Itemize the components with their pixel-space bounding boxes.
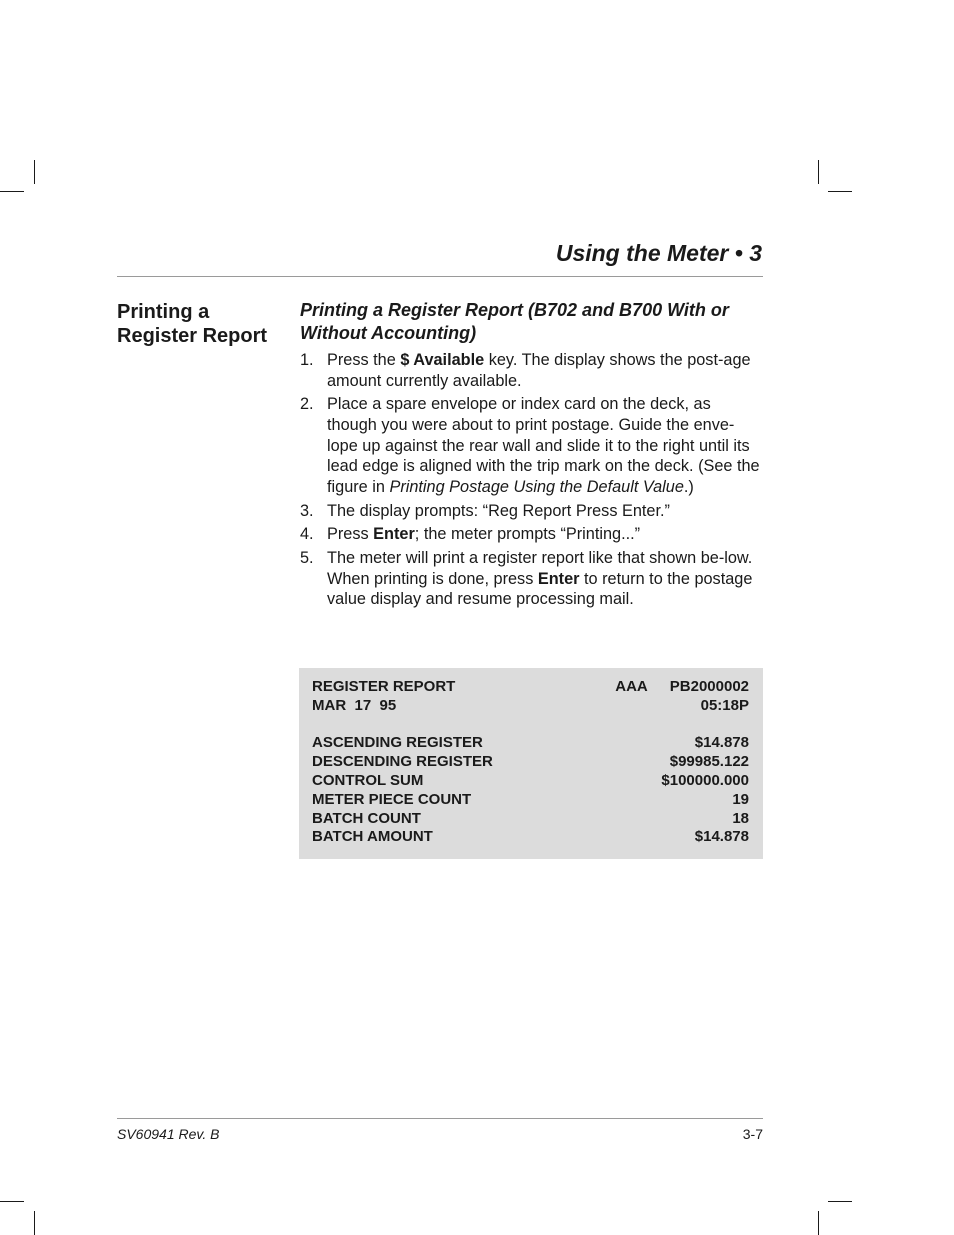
report-row-label: METER PIECE COUNT xyxy=(312,790,472,808)
step-text-run: ; the meter prompts “Printing...” xyxy=(414,525,641,544)
step-item xyxy=(300,501,763,522)
step-number: 4. xyxy=(300,525,314,544)
subsection-heading: Printing a Register Report (B702 and B700 With or Without Accounting) xyxy=(300,300,729,343)
report-row-value: 18 xyxy=(732,809,749,827)
report-row-label: BATCH AMOUNT xyxy=(312,828,433,846)
report-row-label: BATCH COUNT xyxy=(312,809,421,827)
footer-rule xyxy=(117,1118,763,1119)
crop-mark xyxy=(818,160,819,184)
report-row-value: $14.878 xyxy=(694,828,749,846)
report-row xyxy=(312,828,749,847)
step-item xyxy=(300,394,763,497)
report-row-value: $100000.000 xyxy=(661,771,749,789)
step-text-run: key. The display shows the post-age amount currently available. xyxy=(327,351,751,390)
report-spacer xyxy=(312,716,749,735)
crop-mark xyxy=(828,1201,852,1202)
footer-doc-id: SV60941 Rev. B xyxy=(117,1126,220,1142)
section-heading: Printing a Register Report xyxy=(117,301,268,347)
step-item xyxy=(300,524,763,545)
step-text xyxy=(327,548,763,610)
report-row-label: ASCENDING REGISTER xyxy=(312,734,483,752)
step-text-run: to return to the postage value display and resume processing mail. xyxy=(327,569,753,609)
step-number: 3. xyxy=(300,501,314,520)
report-row xyxy=(312,791,749,810)
report-header-row xyxy=(312,678,749,697)
step-text xyxy=(327,350,763,391)
report-title: REGISTER REPORT xyxy=(312,678,456,695)
crop-mark xyxy=(34,1211,35,1235)
step-text xyxy=(327,501,763,522)
step-number: 1. xyxy=(300,351,314,369)
report-code: AAA xyxy=(615,678,648,695)
report-row-label: CONTROL SUM xyxy=(312,771,424,789)
step-text-run: The meter will print a register report like that shown be-low. When printing is done, press xyxy=(327,549,753,588)
step-number: 5. xyxy=(300,549,314,568)
report-row-value: $99985.122 xyxy=(669,753,749,771)
report-meter-id: PB2000002 xyxy=(669,678,749,695)
chapter-title: Using the Meter • 3 xyxy=(555,240,762,266)
crop-mark xyxy=(0,191,24,192)
key-name: $ Available xyxy=(400,351,485,369)
page-number: 3-7 xyxy=(742,1126,763,1142)
report-row xyxy=(312,810,749,829)
step-item xyxy=(300,548,763,610)
step-text xyxy=(327,394,763,497)
crop-mark xyxy=(34,160,35,184)
step-item xyxy=(300,350,763,391)
step-number: 2. xyxy=(300,395,314,414)
report-date: MAR 17 95 xyxy=(312,696,397,714)
step-text-run: Press the xyxy=(327,351,401,369)
report-ids xyxy=(615,678,749,697)
report-row xyxy=(312,734,749,753)
crop-mark xyxy=(818,1211,819,1235)
step-text-run: Place a spare envelope or index card on the deck, as though you were about to print postage. Guide the enve-lope up against the rear wall and slide it to the right until its lead edge is aligned with the trip mark on the deck. (See the figure in xyxy=(327,395,760,496)
crop-mark xyxy=(0,1201,24,1202)
cross-reference: Printing Postage Using the Default Value xyxy=(389,477,684,496)
report-row xyxy=(312,772,749,791)
main-content xyxy=(300,299,763,613)
key-name: Enter xyxy=(537,569,580,588)
key-name: Enter xyxy=(373,525,415,544)
report-row-value: $14.878 xyxy=(694,734,749,752)
step-text-run: .) xyxy=(683,477,694,496)
step-text-run: The display prompts: “Reg Report Press Enter.” xyxy=(327,501,670,520)
report-rows xyxy=(312,734,749,847)
step-text-run: Press xyxy=(327,525,374,544)
header-rule xyxy=(117,276,763,277)
report-time: 05:18P xyxy=(700,696,749,714)
report-row-value: 19 xyxy=(732,790,749,808)
report-row-label: DESCENDING REGISTER xyxy=(312,753,493,771)
crop-mark xyxy=(828,191,852,192)
register-report xyxy=(299,668,763,859)
report-date-row xyxy=(312,697,749,716)
report-row xyxy=(312,753,749,772)
steps-list xyxy=(300,350,763,610)
step-text xyxy=(327,524,763,545)
